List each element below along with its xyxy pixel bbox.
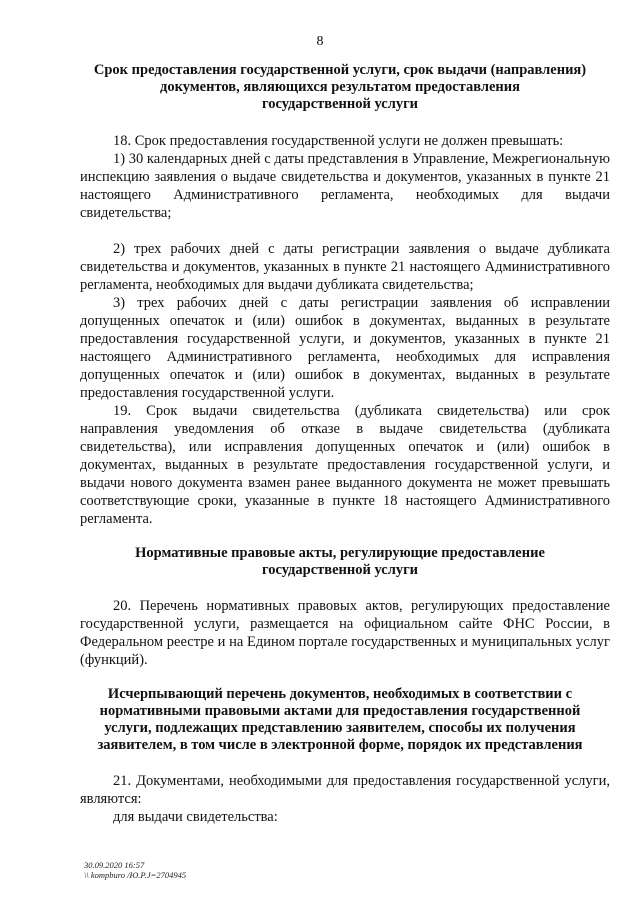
heading-line: нормативными правовыми актами для предоставления государственной [99, 703, 581, 719]
heading-line: Срок предоставления государственной услуги, срок выдачи (направления) [93, 62, 587, 78]
print-file-ref: \\ kompburo /Ю.Р.Ј=2704945 [84, 870, 187, 880]
paragraph-18-item-2: 2) трех рабочих дней с даты регистрации заявления о выдаче дубликата свидетельства и документов, указанных в пункте 21 настоящего Административного регламента, необходимых для выдачи дубликата свидетельства; [80, 241, 610, 293]
paragraph-20: 20. Перечень нормативных правовых актов, регулирующих предоставление государственной услуги, размещается на официальном сайте ФНС России, в Федеральном реестре и на Едином портале государственных и муниципальных услуг (функций). [80, 598, 610, 668]
section-body-legal-acts [80, 597, 610, 669]
paragraph-18-item-1: 1) 30 календарных дней с даты представления в Управление, Межрегиональную инспекцию заявления о выдаче свидетельства и документов, указанных в пункте 21 настоящего Административного регламента, необходимых для выдачи свидетельства; [80, 151, 610, 221]
paragraph-18: 18. Срок предоставления государственной услуги не должен превышать: [113, 133, 564, 149]
paragraph-21: 21. Документами, необходимыми для предоставления государственной услуги, являются: [80, 773, 610, 807]
heading-line: государственной услуги [261, 562, 419, 578]
paragraph-18-item-3: 3) трех рабочих дней с даты регистрации заявления об исправлении допущенных опечаток и (или) ошибок в документах, выданных в результате предоставления государственной услуги, и документов, указанных в пункте 21 настоящего Административного регламента, необходимых для исправления допущенных опечаток и (или) ошибок в документах, выданных в результате предоставления государственной услуги. [80, 295, 610, 401]
heading-line: Исчерпывающий перечень документов, необходимых в соответствии с [107, 686, 573, 702]
heading-line: документов, являющихся результатом предоставления [160, 79, 520, 95]
print-timestamp: 30.09.2020 16:57 [84, 860, 145, 870]
heading-line: услуги, подлежащих представлению заявителем, способы их получения [104, 720, 576, 736]
heading-line: Нормативные правовые акты, регулирующие предоставление [135, 545, 545, 561]
section-heading-legal-acts [75, 545, 605, 579]
section-heading-deadline [75, 62, 605, 113]
section-body-deadline [80, 132, 610, 528]
page-number: 8 [316, 34, 324, 49]
heading-line: государственной услуги [261, 96, 419, 112]
section-body-documents [80, 772, 610, 826]
print-footer [84, 860, 186, 880]
section-heading-documents [75, 686, 605, 754]
paragraph-19: 19. Срок выдачи свидетельства (дубликата свидетельства) или срок направления уведомления об отказе в выдаче свидетельства (дубликата свидетельства), или исправления допущенных опечаток и (или) ошибок в документах, выданных в результате предоставления государственной услуги, и выдачи нового документа взамен ранее выданного документа не может превышать соответствующие сроки, указанные в пункте 18 настоящего Административного регламента. [80, 403, 610, 527]
heading-line: заявителем, в том числе в электронной форме, порядок их представления [97, 737, 583, 753]
paragraph-21-subitem: для выдачи свидетельства: [113, 809, 278, 825]
